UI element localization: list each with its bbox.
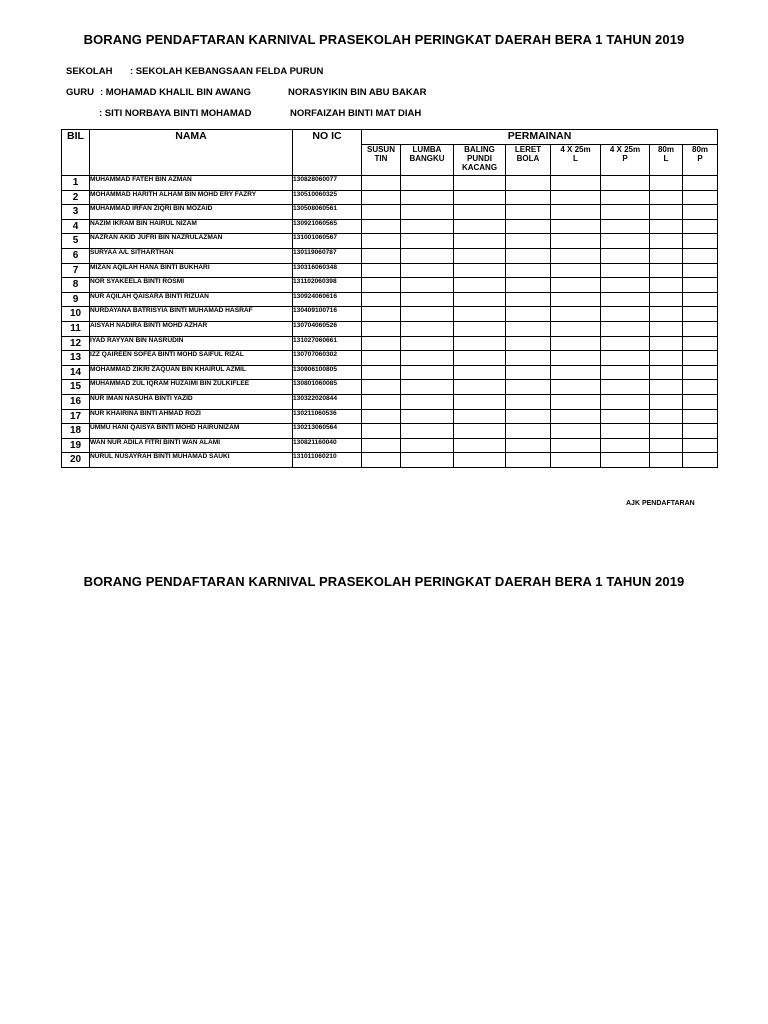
- ic-cell: 130508060561: [293, 205, 362, 220]
- table-row: [62, 336, 718, 351]
- game-entry-cell[interactable]: [650, 176, 683, 191]
- game-entry-cell[interactable]: [601, 351, 650, 366]
- bil-cell: 12: [62, 336, 90, 351]
- game-entry-cell[interactable]: [650, 351, 683, 366]
- name-cell: MUHAMMAD ZUL IQRAM HUZAIMI BIN ZULKIFLEE: [90, 380, 293, 395]
- game-entry-cell[interactable]: [683, 394, 718, 409]
- game-entry-cell[interactable]: [551, 336, 601, 351]
- game-entry-cell[interactable]: [683, 292, 718, 307]
- ic-cell: 131011060210: [293, 453, 362, 468]
- game-entry-cell[interactable]: [401, 321, 454, 336]
- game-entry-cell[interactable]: [650, 380, 683, 395]
- game-entry-cell[interactable]: [506, 424, 551, 439]
- game-entry-cell[interactable]: [362, 278, 401, 293]
- game-entry-cell[interactable]: [506, 380, 551, 395]
- name-cell: AISYAH NADIRA BINTI MOHD AZHAR: [90, 321, 293, 336]
- bil-cell: 16: [62, 394, 90, 409]
- game-entry-cell[interactable]: [362, 409, 401, 424]
- game-entry-cell[interactable]: [650, 365, 683, 380]
- ic-cell: 130316060348: [293, 263, 362, 278]
- game-entry-cell[interactable]: [683, 219, 718, 234]
- game-entry-cell[interactable]: [401, 409, 454, 424]
- table-row: [62, 176, 718, 191]
- game-entry-cell[interactable]: [650, 438, 683, 453]
- name-cell: MUHAMMAD IRFAN ZIQRI BIN MOZAID: [90, 205, 293, 220]
- ic-cell: 130409100716: [293, 307, 362, 322]
- game-entry-cell[interactable]: [362, 219, 401, 234]
- game-label-line: L: [573, 154, 578, 163]
- bil-cell: 5: [62, 234, 90, 249]
- game-entry-cell[interactable]: [362, 438, 401, 453]
- table-row: [62, 453, 718, 468]
- game-entry-cell[interactable]: [401, 351, 454, 366]
- game-entry-cell[interactable]: [506, 292, 551, 307]
- bil-cell: 8: [62, 278, 90, 293]
- game-entry-cell[interactable]: [454, 176, 506, 191]
- game-entry-cell[interactable]: [362, 394, 401, 409]
- table-row: [62, 409, 718, 424]
- game-entry-cell[interactable]: [650, 292, 683, 307]
- guru-name-3: : SITI NORBAYA BINTI MOHAMAD: [99, 108, 252, 119]
- game-entry-cell[interactable]: [454, 234, 506, 249]
- table-row: [62, 190, 718, 205]
- game-entry-cell[interactable]: [506, 321, 551, 336]
- game-entry-cell[interactable]: [601, 336, 650, 351]
- ic-cell: 130707060302: [293, 351, 362, 366]
- game-entry-cell[interactable]: [601, 263, 650, 278]
- game-entry-cell[interactable]: [362, 321, 401, 336]
- game-entry-cell[interactable]: [454, 453, 506, 468]
- header-game-7: [650, 145, 683, 176]
- game-entry-cell[interactable]: [551, 307, 601, 322]
- game-entry-cell[interactable]: [683, 365, 718, 380]
- game-entry-cell[interactable]: [551, 278, 601, 293]
- table-row: [62, 263, 718, 278]
- game-entry-cell[interactable]: [401, 263, 454, 278]
- ic-cell: 130801060085: [293, 380, 362, 395]
- table-row: [62, 438, 718, 453]
- game-entry-cell[interactable]: [506, 234, 551, 249]
- game-label-line: LERET: [514, 145, 542, 154]
- ic-cell: 131102060398: [293, 278, 362, 293]
- game-entry-cell[interactable]: [551, 176, 601, 191]
- header-permainan: PERMAINAN: [362, 130, 718, 145]
- bil-cell: 20: [62, 453, 90, 468]
- name-cell: MUHAMMAD FATEH BIN AZMAN: [90, 176, 293, 191]
- game-entry-cell[interactable]: [601, 438, 650, 453]
- table-row: [62, 205, 718, 220]
- game-entry-cell[interactable]: [362, 248, 401, 263]
- game-entry-cell[interactable]: [683, 380, 718, 395]
- game-label-line: P: [622, 154, 628, 163]
- game-entry-cell[interactable]: [650, 336, 683, 351]
- game-entry-cell[interactable]: [650, 219, 683, 234]
- name-cell: IZZ QAIREEN SOFEA BINTI MOHD SAIFUL RIZAL: [90, 351, 293, 366]
- game-label-line: L: [663, 154, 669, 163]
- game-entry-cell[interactable]: [454, 438, 506, 453]
- bil-cell: 19: [62, 438, 90, 453]
- table-row: [62, 248, 718, 263]
- game-entry-cell[interactable]: [454, 278, 506, 293]
- name-cell: NUR KHAIRINA BINTI AHMAD ROZI: [90, 409, 293, 424]
- game-entry-cell[interactable]: [601, 190, 650, 205]
- game-entry-cell[interactable]: [506, 307, 551, 322]
- game-entry-cell[interactable]: [551, 248, 601, 263]
- game-entry-cell[interactable]: [683, 321, 718, 336]
- game-entry-cell[interactable]: [601, 321, 650, 336]
- game-entry-cell[interactable]: [551, 205, 601, 220]
- game-entry-cell[interactable]: [506, 336, 551, 351]
- game-entry-cell[interactable]: [362, 351, 401, 366]
- game-entry-cell[interactable]: [401, 278, 454, 293]
- game-entry-cell[interactable]: [551, 453, 601, 468]
- game-entry-cell[interactable]: [362, 307, 401, 322]
- form-title: BORANG PENDAFTARAN KARNIVAL PRASEKOLAH PERINGKAT DAERAH BERA 1 TAHUN 2019: [83, 32, 685, 47]
- table-row: [62, 380, 718, 395]
- game-entry-cell[interactable]: [683, 278, 718, 293]
- sekolah-label: SEKOLAH: [66, 66, 113, 77]
- ic-cell: 130704060526: [293, 321, 362, 336]
- game-entry-cell[interactable]: [401, 248, 454, 263]
- game-entry-cell[interactable]: [650, 424, 683, 439]
- game-entry-cell[interactable]: [683, 424, 718, 439]
- guru-name-4: NORFAIZAH BINTI MAT DIAH: [290, 108, 422, 119]
- game-entry-cell[interactable]: [362, 234, 401, 249]
- game-entry-cell[interactable]: [683, 453, 718, 468]
- name-cell: NUR IMAN NASUHA BINTI YAZID: [90, 394, 293, 409]
- game-entry-cell[interactable]: [650, 453, 683, 468]
- ic-cell: 130119060787: [293, 248, 362, 263]
- game-entry-cell[interactable]: [650, 234, 683, 249]
- bil-cell: 13: [62, 351, 90, 366]
- game-entry-cell[interactable]: [551, 263, 601, 278]
- ic-cell: 130821160040: [293, 438, 362, 453]
- form-title-repeat: BORANG PENDAFTARAN KARNIVAL PRASEKOLAH PERINGKAT DAERAH BERA 1 TAHUN 2019: [83, 574, 685, 589]
- header-game-4: [506, 145, 551, 176]
- game-label-line: 4 X 25m: [609, 145, 641, 154]
- game-label-line: 80m: [657, 145, 674, 154]
- game-entry-cell[interactable]: [454, 205, 506, 220]
- name-cell: SURYAA A/L SITHARTHAN: [90, 248, 293, 263]
- game-entry-cell[interactable]: [506, 409, 551, 424]
- table-row: [62, 307, 718, 322]
- game-entry-cell[interactable]: [454, 424, 506, 439]
- bil-cell: 18: [62, 424, 90, 439]
- game-entry-cell[interactable]: [454, 219, 506, 234]
- game-entry-cell[interactable]: [551, 292, 601, 307]
- game-entry-cell[interactable]: [362, 263, 401, 278]
- game-entry-cell[interactable]: [506, 219, 551, 234]
- game-entry-cell[interactable]: [551, 219, 601, 234]
- table-row: [62, 219, 718, 234]
- game-entry-cell[interactable]: [401, 190, 454, 205]
- game-entry-cell[interactable]: [650, 307, 683, 322]
- ic-cell: 130211060536: [293, 409, 362, 424]
- game-entry-cell[interactable]: [551, 365, 601, 380]
- header-nama: NAMA: [90, 130, 293, 176]
- game-entry-cell[interactable]: [362, 205, 401, 220]
- game-entry-cell[interactable]: [601, 234, 650, 249]
- game-entry-cell[interactable]: [454, 380, 506, 395]
- game-label-line: KACANG: [461, 163, 498, 172]
- game-label-line: 80m: [692, 145, 709, 154]
- ic-cell: 131027060661: [293, 336, 362, 351]
- game-entry-cell[interactable]: [601, 453, 650, 468]
- game-label-line: LUMBA: [412, 145, 442, 154]
- table-row: [62, 234, 718, 249]
- guru-name-2: NORASYIKIN BIN ABU BAKAR: [288, 87, 427, 98]
- game-entry-cell[interactable]: [362, 336, 401, 351]
- header-game-3: [454, 145, 506, 176]
- game-entry-cell[interactable]: [551, 351, 601, 366]
- name-cell: NURDAYANA BATRISYIA BINTI MUHAMAD HASRAF: [90, 307, 293, 322]
- game-entry-cell[interactable]: [650, 321, 683, 336]
- game-entry-cell[interactable]: [683, 205, 718, 220]
- game-entry-cell[interactable]: [683, 190, 718, 205]
- game-label-line: TIN: [374, 154, 388, 163]
- game-entry-cell[interactable]: [454, 351, 506, 366]
- game-entry-cell[interactable]: [454, 263, 506, 278]
- table-row: [62, 278, 718, 293]
- game-entry-cell[interactable]: [454, 394, 506, 409]
- game-label-line: BANGKU: [409, 154, 445, 163]
- game-entry-cell[interactable]: [650, 409, 683, 424]
- game-entry-cell[interactable]: [401, 176, 454, 191]
- bil-cell: 11: [62, 321, 90, 336]
- game-entry-cell[interactable]: [506, 205, 551, 220]
- bil-cell: 2: [62, 190, 90, 205]
- bil-cell: 15: [62, 380, 90, 395]
- header-bil: BIL: [62, 130, 90, 176]
- game-entry-cell[interactable]: [601, 248, 650, 263]
- game-entry-cell[interactable]: [551, 234, 601, 249]
- ic-cell: 130906100805: [293, 365, 362, 380]
- name-cell: MOHAMMAD HARITH ALHAM BIN MOHD ERY FAZRY: [90, 190, 293, 205]
- game-entry-cell[interactable]: [601, 219, 650, 234]
- header-game-2: [401, 145, 454, 176]
- game-label-line: 4 X 25m: [560, 145, 591, 154]
- game-entry-cell[interactable]: [362, 292, 401, 307]
- game-entry-cell[interactable]: [506, 278, 551, 293]
- header-game-6: [601, 145, 650, 176]
- game-entry-cell[interactable]: [601, 409, 650, 424]
- table-row: [62, 365, 718, 380]
- game-entry-cell[interactable]: [401, 336, 454, 351]
- table-row: [62, 292, 718, 307]
- game-entry-cell[interactable]: [506, 248, 551, 263]
- game-entry-cell[interactable]: [454, 248, 506, 263]
- game-entry-cell[interactable]: [401, 380, 454, 395]
- header-game-8: [683, 145, 718, 176]
- game-entry-cell[interactable]: [401, 205, 454, 220]
- game-entry-cell[interactable]: [454, 409, 506, 424]
- game-entry-cell[interactable]: [506, 365, 551, 380]
- sekolah-value: : SEKOLAH KEBANGSAAN FELDA PURUN: [130, 66, 324, 77]
- table-row: [62, 424, 718, 439]
- bil-cell: 4: [62, 219, 90, 234]
- name-cell: MOHAMMAD ZIKRI ZAQUAN BIN KHAIRUL AZMIL: [90, 365, 293, 380]
- bil-cell: 14: [62, 365, 90, 380]
- game-entry-cell[interactable]: [650, 248, 683, 263]
- name-cell: WAN NUR ADILA FITRI BINTI WAN ALAMI: [90, 438, 293, 453]
- bil-cell: 9: [62, 292, 90, 307]
- game-label-line: BOLA: [516, 154, 540, 163]
- ic-cell: 130322020844: [293, 394, 362, 409]
- game-entry-cell[interactable]: [362, 176, 401, 191]
- name-cell: UMMU HANI QAISYA BINTI MOHD HAIRUNIZAM: [90, 424, 293, 439]
- registration-table: [61, 129, 718, 468]
- game-entry-cell[interactable]: [401, 453, 454, 468]
- game-entry-cell[interactable]: [551, 380, 601, 395]
- game-entry-cell[interactable]: [506, 176, 551, 191]
- game-entry-cell[interactable]: [401, 292, 454, 307]
- bil-cell: 10: [62, 307, 90, 322]
- game-entry-cell[interactable]: [362, 380, 401, 395]
- name-cell: NURUL NUSAYRAH BINTI MUHAMAD SAUKI: [90, 453, 293, 468]
- ic-cell: 131001060567: [293, 234, 362, 249]
- game-entry-cell[interactable]: [650, 205, 683, 220]
- game-entry-cell[interactable]: [401, 424, 454, 439]
- game-entry-cell[interactable]: [650, 263, 683, 278]
- game-entry-cell[interactable]: [401, 394, 454, 409]
- ic-cell: 130828060077: [293, 176, 362, 191]
- game-entry-cell[interactable]: [683, 307, 718, 322]
- game-entry-cell[interactable]: [601, 205, 650, 220]
- game-entry-cell[interactable]: [551, 424, 601, 439]
- game-entry-cell[interactable]: [506, 394, 551, 409]
- game-entry-cell[interactable]: [683, 336, 718, 351]
- name-cell: NOR SYAKEELA BINTI ROSMI: [90, 278, 293, 293]
- bil-cell: 1: [62, 176, 90, 191]
- name-cell: NAZRAN AKID JUFRI BIN NAZRULAZMAN: [90, 234, 293, 249]
- game-entry-cell[interactable]: [401, 219, 454, 234]
- game-entry-cell[interactable]: [401, 234, 454, 249]
- game-entry-cell[interactable]: [401, 365, 454, 380]
- game-entry-cell[interactable]: [683, 234, 718, 249]
- guru-label: GURU: [66, 87, 94, 98]
- game-entry-cell[interactable]: [551, 190, 601, 205]
- game-entry-cell[interactable]: [454, 321, 506, 336]
- header-game-1: [362, 145, 401, 176]
- game-entry-cell[interactable]: [401, 438, 454, 453]
- game-entry-cell[interactable]: [506, 263, 551, 278]
- game-entry-cell[interactable]: [362, 190, 401, 205]
- game-entry-cell[interactable]: [401, 307, 454, 322]
- bil-cell: 3: [62, 205, 90, 220]
- ajk-pendaftaran-label: AJK PENDAFTARAN: [626, 500, 695, 507]
- game-entry-cell[interactable]: [650, 278, 683, 293]
- bil-cell: 17: [62, 409, 90, 424]
- game-label-line: PUNDI: [467, 154, 492, 163]
- bil-cell: 7: [62, 263, 90, 278]
- game-entry-cell[interactable]: [362, 453, 401, 468]
- game-entry-cell[interactable]: [551, 438, 601, 453]
- header-game-5: [551, 145, 601, 176]
- game-label-line: SUSUN: [366, 145, 395, 154]
- table-row: [62, 394, 718, 409]
- game-entry-cell[interactable]: [601, 292, 650, 307]
- game-entry-cell[interactable]: [683, 176, 718, 191]
- game-entry-cell[interactable]: [683, 263, 718, 278]
- game-entry-cell[interactable]: [506, 351, 551, 366]
- game-entry-cell[interactable]: [454, 307, 506, 322]
- game-entry-cell[interactable]: [454, 365, 506, 380]
- name-cell: NAZIM IKRAM BIN HAIRUL NIZAM: [90, 219, 293, 234]
- game-entry-cell[interactable]: [454, 336, 506, 351]
- game-label-line: BALING: [464, 145, 495, 154]
- game-entry-cell[interactable]: [506, 190, 551, 205]
- game-entry-cell[interactable]: [683, 351, 718, 366]
- ic-cell: 130921060565: [293, 219, 362, 234]
- game-entry-cell[interactable]: [601, 394, 650, 409]
- game-entry-cell[interactable]: [601, 278, 650, 293]
- table-row: [62, 351, 718, 366]
- game-entry-cell[interactable]: [506, 453, 551, 468]
- name-cell: MIZAN AQILAH HANA BINTI BUKHARI: [90, 263, 293, 278]
- game-entry-cell[interactable]: [601, 176, 650, 191]
- game-entry-cell[interactable]: [362, 365, 401, 380]
- guru-name-1: : MOHAMAD KHALIL BIN AWANG: [100, 87, 251, 98]
- game-entry-cell[interactable]: [601, 380, 650, 395]
- header-no-ic: NO IC: [293, 130, 362, 176]
- game-entry-cell[interactable]: [454, 292, 506, 307]
- game-entry-cell[interactable]: [506, 438, 551, 453]
- game-entry-cell[interactable]: [551, 409, 601, 424]
- ic-cell: 130213060564: [293, 424, 362, 439]
- game-entry-cell[interactable]: [683, 438, 718, 453]
- game-entry-cell[interactable]: [650, 394, 683, 409]
- name-cell: IYAD RAYYAN BIN NASRUDIN: [90, 336, 293, 351]
- game-entry-cell[interactable]: [683, 409, 718, 424]
- game-entry-cell[interactable]: [601, 424, 650, 439]
- game-entry-cell[interactable]: [551, 321, 601, 336]
- game-entry-cell[interactable]: [601, 307, 650, 322]
- game-entry-cell[interactable]: [650, 190, 683, 205]
- game-entry-cell[interactable]: [601, 365, 650, 380]
- table-row: [62, 321, 718, 336]
- bil-cell: 6: [62, 248, 90, 263]
- ic-cell: 130924060616: [293, 292, 362, 307]
- name-cell: NUR AQILAH QAISARA BINTI RIZUAN: [90, 292, 293, 307]
- game-entry-cell[interactable]: [362, 424, 401, 439]
- game-label-line: P: [697, 154, 703, 163]
- game-entry-cell[interactable]: [551, 394, 601, 409]
- game-entry-cell[interactable]: [683, 248, 718, 263]
- game-entry-cell[interactable]: [454, 190, 506, 205]
- ic-cell: 130510060325: [293, 190, 362, 205]
